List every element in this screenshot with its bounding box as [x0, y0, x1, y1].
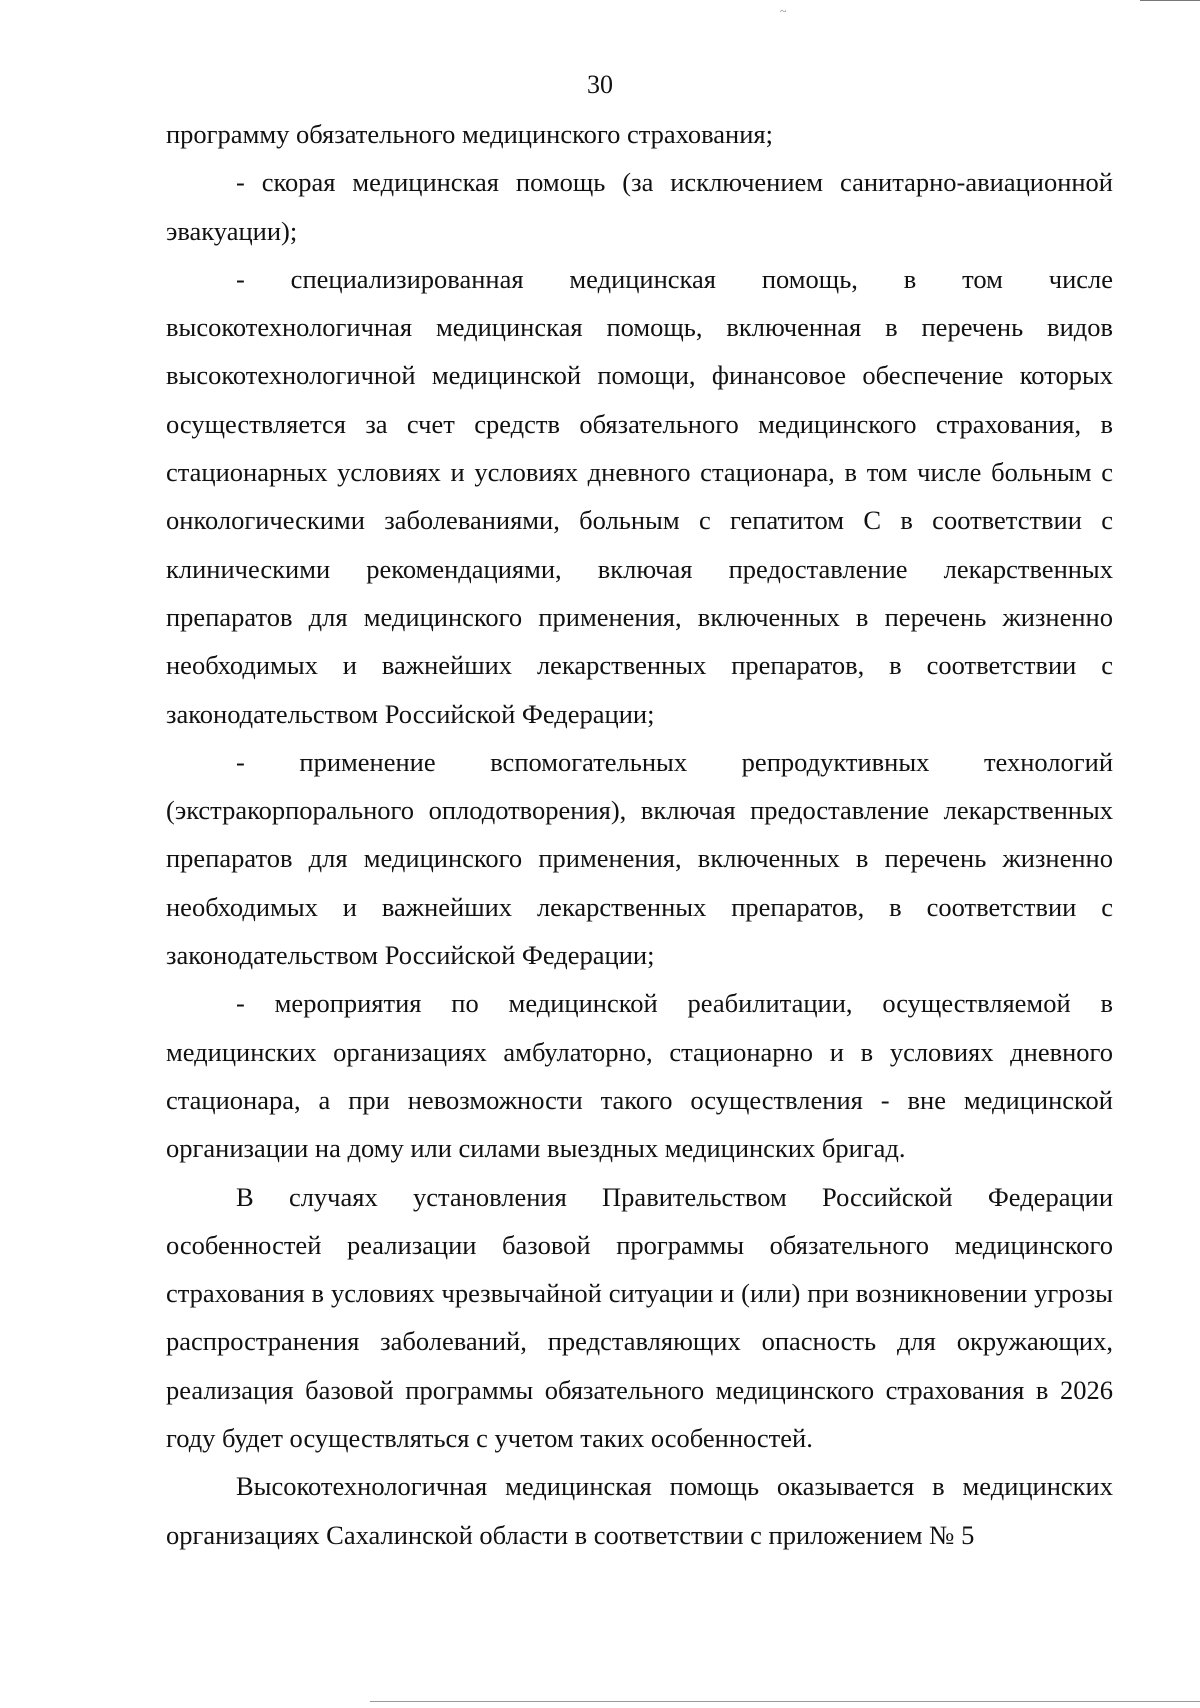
- list-item-specialized-care: - специализированная медицинская помощь, в том числе высокотехнологичная медицинская помощь, включенная в перечень видов высокотехнологичной медицинской помощи, финансовое обеспечение которых осуществляется за счет средств обязательного медицинского страхования, в стационарных условиях и условиях дневного стационара, в том числе больным с онкологическими заболеваниями, больным с гепатитом С в соответствии с клиническими рекомендациями, включая предоставление лекарственных препаратов для медицинского применения, включенных в перечень жизненно необходимых и важнейших лекарственных препаратов, в соответствии с законодательством Российской Федерации;: [166, 263, 1113, 729]
- scan-artifact-mark: ~: [780, 4, 787, 18]
- scan-artifact-top-line: [1140, 0, 1200, 1]
- paragraph-continuation: программу обязательного медицинского страхования;: [166, 119, 773, 149]
- scan-artifact-bottom-line: [370, 1701, 1200, 1702]
- document-body: [166, 110, 1113, 1559]
- list-item-rehabilitation: - мероприятия по медицинской реабилитации, осуществляемой в медицинских организациях амбулаторно, стационарно и в условиях дневного стационара, а при невозможности такого осуществления - вне медицинской организации на дому или силами выездных медицинских бригад.: [166, 988, 1113, 1164]
- page-number: 30: [587, 70, 613, 99]
- paragraph-high-tech-care: Высокотехнологичная медицинская помощь оказывается в медицинских организациях Сахалинской области в соответствии с приложением № 5: [166, 1471, 1113, 1550]
- list-item-reproductive-technologies: - применение вспомогательных репродуктивных технологий (экстракорпорального оплодотворения), включая предоставление лекарственных препаратов для медицинского применения, включенных в перечень жизненно необходимых и важнейших лекарственных препаратов, в соответствии с законодательством Российской Федерации;: [166, 746, 1113, 971]
- list-item-emergency-care: - скорая медицинская помощь (за исключением санитарно-авиационной эвакуации);: [166, 167, 1113, 246]
- paragraph-emergency-situations: В случаях установления Правительством Российской Федерации особенностей реализации базовой программы обязательного медицинского страхования в условиях чрезвычайной ситуации и (или) при возникновении угрозы распространения заболеваний, представляющих опасность для окружающих, реализация базовой программы обязательного медицинского страхования в 2026 году будет осуществляться с учетом таких особенностей.: [166, 1181, 1113, 1454]
